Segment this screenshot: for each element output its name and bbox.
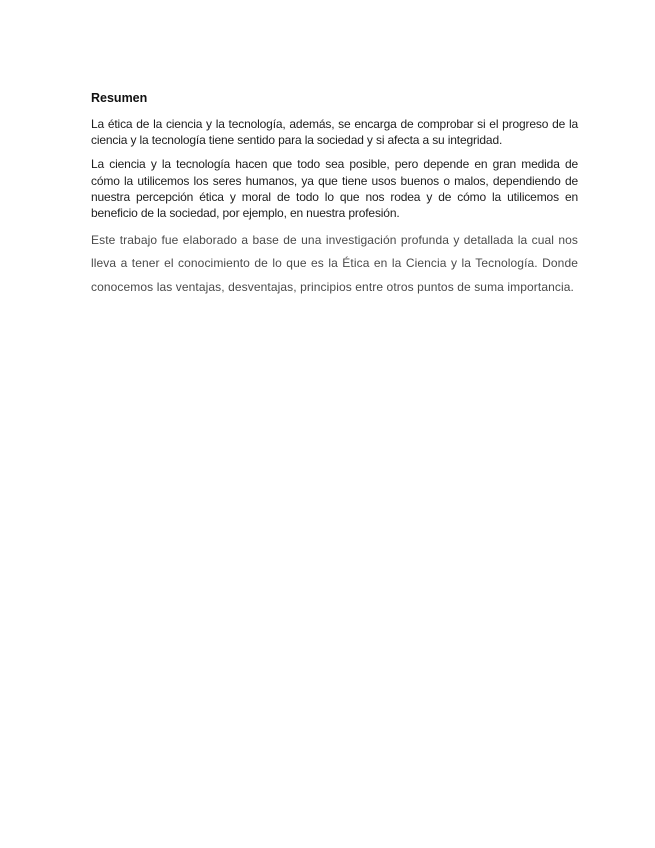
- paragraph-2: La ciencia y la tecnología hacen que todo sea posible, pero depende en gran medida de cómo la utilicemos los seres humanos, ya que tiene usos buenos o malos, dependiendo de nuestra percepción ética y moral de todo lo que nos rodea y de cómo la utilicemos en beneficio de la sociedad, por ejemplo, en nuestra profesión.: [91, 157, 578, 221]
- paragraph-1: La ética de la ciencia y la tecnología, además, se encarga de comprobar si el progreso de la ciencia y la tecnología tiene sentido para la sociedad y si afecta a su integridad.: [91, 117, 578, 148]
- document-body: [91, 90, 578, 307]
- section-heading: Resumen: [91, 91, 148, 105]
- paragraph-3: Este trabajo fue elaborado a base de una investigación profunda y detallada la cual nos lleva a tener el conocimiento de lo que es la Ética en la Ciencia y la Tecnología. Donde conocemos las ventajas, desventajas, principios entre otros puntos de suma importancia.: [91, 233, 578, 294]
